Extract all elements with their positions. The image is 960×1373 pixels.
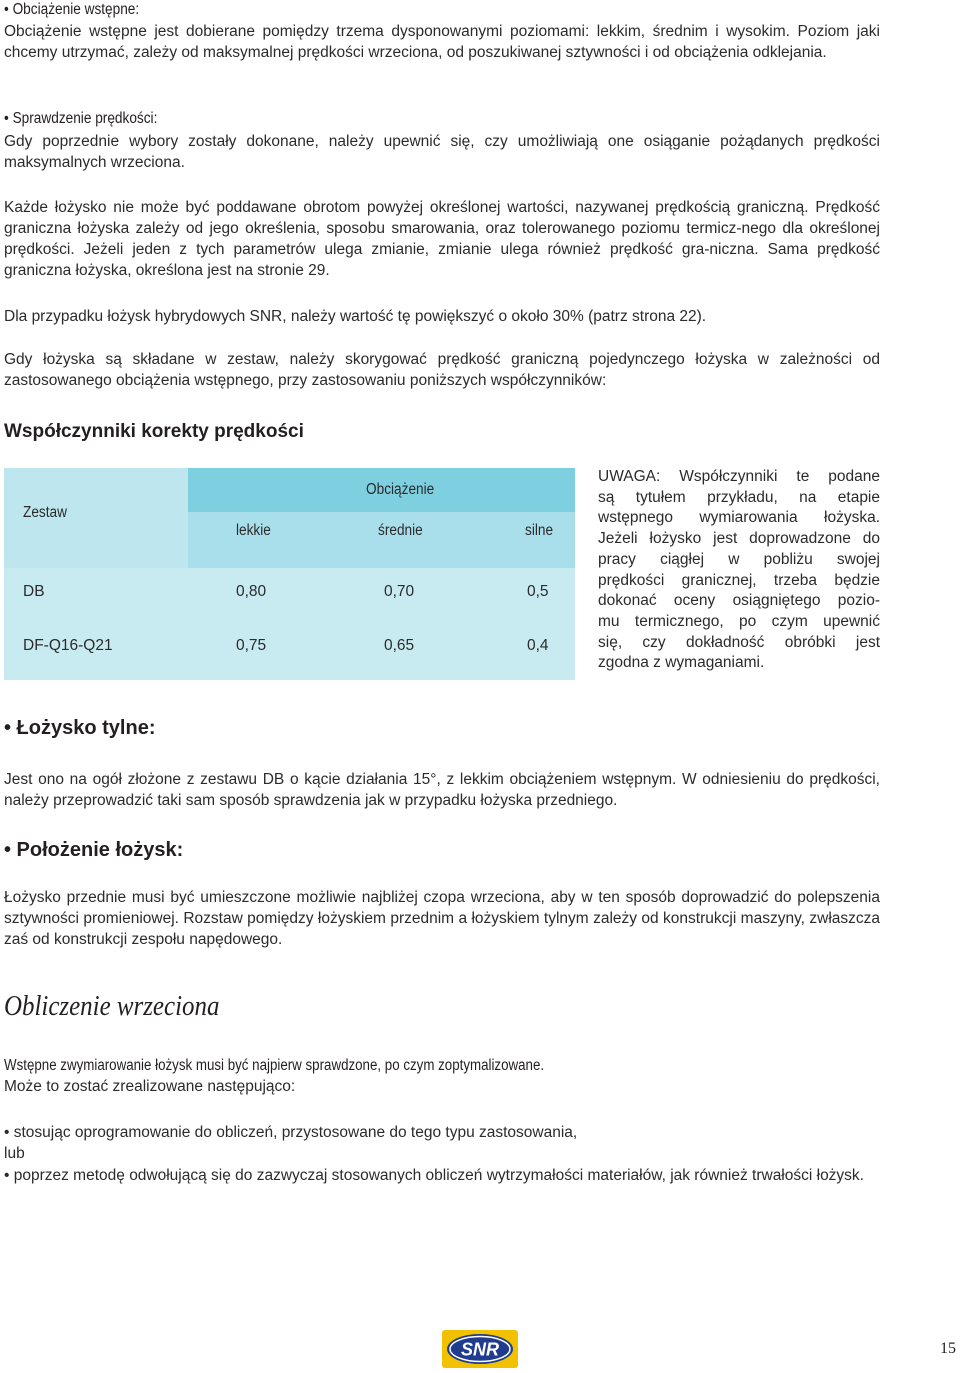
sub-header-medium: średnie (378, 522, 423, 539)
speed-check-heading: • Sprawdzenie prędkości: (4, 110, 158, 127)
spindle-calc-lead: Wstępne zwymiarowanie łożysk musi być najpierw sprawdzone, po czym zoptymalizowane. (4, 1057, 545, 1074)
spindle-calc-option-1: • stosując oprogramowanie do obliczeń, przystosowane do tego typu zastosowania, (4, 1124, 578, 1141)
speed-limit-paragraph: Każde łożysko nie może być poddawane obrotom powyżej określonej wartości, nazywanej prędkością graniczną. Prędkość graniczna łożyska zależy od jego określenia, sposobu smarowania, oraz tolerowanego poziomu termicz-nego dla określonej prędkości. Jeżeli jeden z tych parametrów ulega zmianie, zmianie ulega również prędkość gra-niczna. Sama prędkość graniczna łożyska, określona jest na stronie 29. (4, 199, 880, 279)
note-line: wstępnego wymiarowania łożyska. (598, 509, 880, 527)
rear-bearing-heading: • Łożysko tylne: (4, 717, 156, 739)
spindle-calc-option-2: • poprzez metodę odwołującą się do zazwyczaj stosowanych obliczeń wytrzymałości materiałów, jak również trwałości łożysk. (4, 1167, 864, 1184)
preload-body: Obciążenie wstępne jest dobierane pomiędzy trzema dysponowanymi poziomami: lekkim, średnim i wysokim. Poziom jaki chcemy utrzymać, zależy od maksymalnej prędkości wrzeciona, od poszukiwanej sztywności i od obciążenia odklejania. (4, 23, 880, 61)
coefficients-table (4, 468, 575, 680)
row-value-heavy: 0,5 (527, 583, 549, 600)
row-name: DB (23, 583, 45, 600)
snr-logo-text: SNR (460, 1339, 500, 1360)
table-note (598, 467, 880, 674)
note-line: są tytułem przykładu, na etapie (598, 488, 880, 506)
row-value-heavy: 0,4 (527, 637, 549, 654)
speed-check-body: Gdy poprzednie wybory zostały dokonane, należy upewnić się, czy umożliwiają one osiąganie pożądanych prędkości maksymalnych wrzeciona. (4, 133, 880, 171)
bearing-position-body: Łożysko przednie musi być umieszczone możliwie najbliżej czopa wrzeciona, aby w ten sposób doprowadzić do polepszenia sztywności promieniowej. Rozstaw pomiędzy łożyskiem przednim a łożyskiem tylnym zależy od konstrukcji maszyny, zwłaszcza zaś od konstrukcji zespołu napędowego. (4, 889, 880, 948)
set-paragraph: Gdy łożyska są składane w zestaw, należy skorygować prędkość graniczną pojedynczego łożyska w zależności od zastosowanego obciążenia wstępnego, przy zastosowaniu poniższych współczynników: (4, 351, 880, 389)
bearing-position-heading: • Położenie łożysk: (4, 839, 184, 861)
hybrid-paragraph: Dla przypadku łożysk hybrydowych SNR, należy wartość tę powiększyć o około 30% (patrz strona 22). (4, 308, 707, 325)
table-subheader-band (188, 512, 575, 568)
row-value-medium: 0,65 (384, 637, 415, 654)
col-header-load: Obciążenie (366, 481, 435, 498)
rear-bearing-body: Jest ono na ogół złożone z zestawu DB o kącie działania 15°, z lekkim obciążeniem wstępnym. W odniesieniu do prędkości, należy przeprowadzić taki sam sposób sprawdzenia jak w przypadku łożyska przedniego. (4, 771, 880, 809)
page-number: 15 (940, 1340, 956, 1357)
col-header-set: Zestaw (23, 504, 67, 521)
note-line: zgodna z wymaganiami. (598, 654, 765, 672)
row-value-medium: 0,70 (384, 583, 415, 600)
note-line: Jeżeli łożysko jest doprowadzone do (598, 530, 880, 548)
note-line: UWAGA: Współczynniki te podane (598, 468, 880, 485)
spindle-calc-or: lub (4, 1145, 25, 1162)
sub-header-light: lekkie (236, 522, 271, 539)
note-line: dokonać oceny osiągniętego pozio- (598, 592, 880, 610)
spindle-calc-intro: Może to zostać zrealizowane następująco: (4, 1078, 296, 1095)
snr-logo (442, 1330, 518, 1368)
preload-heading: • Obciążenie wstępne: (4, 1, 140, 18)
note-line: się, czy dokładność obróbki jest (598, 633, 880, 651)
spindle-calc-title: Obliczenie wrzeciona (4, 990, 220, 1022)
note-line: prędkości granicznej, trzeba będzie (598, 571, 880, 589)
coefficients-title: Współczynniki korekty prędkości (4, 421, 304, 442)
sub-header-heavy: silne (525, 522, 554, 539)
note-line: pracy ciągłej w pobliżu swojej (598, 550, 880, 568)
row-value-light: 0,75 (236, 637, 267, 654)
row-value-light: 0,80 (236, 583, 267, 600)
note-line: mu termicznego, po czym upewnić (598, 612, 880, 630)
row-name: DF-Q16-Q21 (23, 637, 113, 654)
snr-logo-graphic (442, 1330, 518, 1368)
